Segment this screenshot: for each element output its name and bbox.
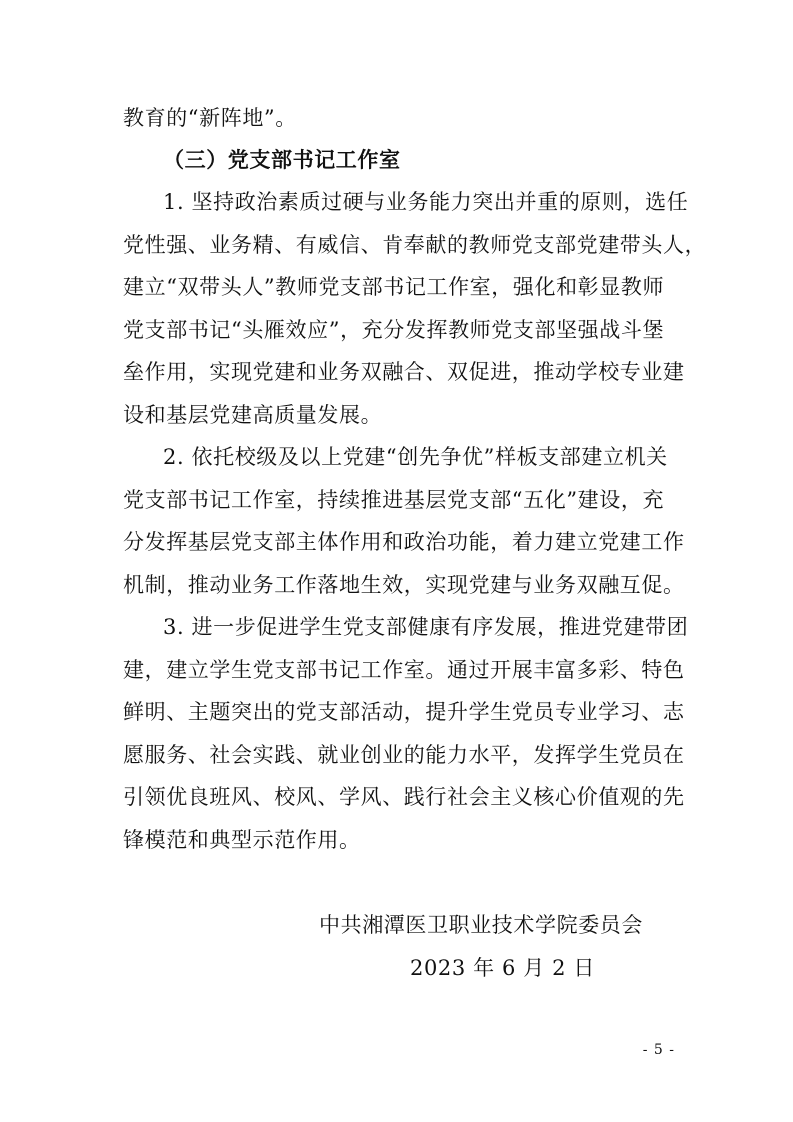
section-heading: （三）党支部书记工作室 bbox=[163, 148, 401, 172]
text-line: 鲜明、主题突出的党支部活动，提升学生党员专业学习、志 bbox=[123, 700, 685, 724]
text-line: 1. 坚持政治素质过硬与业务能力突出并重的原则，选任 bbox=[163, 190, 689, 214]
signature-organization: 中共湘潭医卫职业技术学院委员会 bbox=[319, 913, 643, 937]
text-line: 建立“双带头人”教师党支部书记工作室，强化和彰显教师 bbox=[123, 275, 665, 299]
text-line: 机制，推动业务工作落地生效，实现党建与业务双融互促。 bbox=[123, 573, 685, 597]
text-line: 引领优良班风、校风、学风、践行社会主义核心价值观的先 bbox=[123, 785, 685, 809]
text-line: 建，建立学生党支部书记工作室。通过开展丰富多彩、特色 bbox=[123, 658, 685, 682]
text-line: 党支部书记“头雁效应”，充分发挥教师党支部坚强战斗堡 bbox=[123, 318, 665, 342]
text-line: 分发挥基层党支部主体作用和政治功能，着力建立党建工作 bbox=[123, 530, 685, 554]
page-number: - 5 - bbox=[642, 1042, 675, 1058]
text-line: 锋模范和典型示范作用。 bbox=[123, 828, 361, 852]
text-line: 愿服务、社会实践、就业创业的能力水平，发挥学生党员在 bbox=[123, 743, 685, 767]
text-line: 2. 依托校级及以上党建“创先争优”样板支部建立机关 bbox=[163, 445, 668, 469]
text-line: 3. 进一步促进学生党支部健康有序发展，推进党建带团 bbox=[163, 615, 689, 639]
text-line: 垒作用，实现党建和业务双融合、双促进，推动学校专业建 bbox=[123, 360, 685, 384]
text-line: 党支部书记工作室，持续推进基层党支部“五化”建设，充 bbox=[123, 488, 665, 512]
text-line: 设和基层党建高质量发展。 bbox=[123, 403, 383, 427]
text-line: 党性强、业务精、有威信、肯奉献的教师党支部党建带头人， bbox=[123, 233, 707, 257]
text-line: 教育的“新阵地”。 bbox=[123, 106, 297, 130]
signature-date: 2023 年 6 月 2 日 bbox=[410, 956, 595, 980]
